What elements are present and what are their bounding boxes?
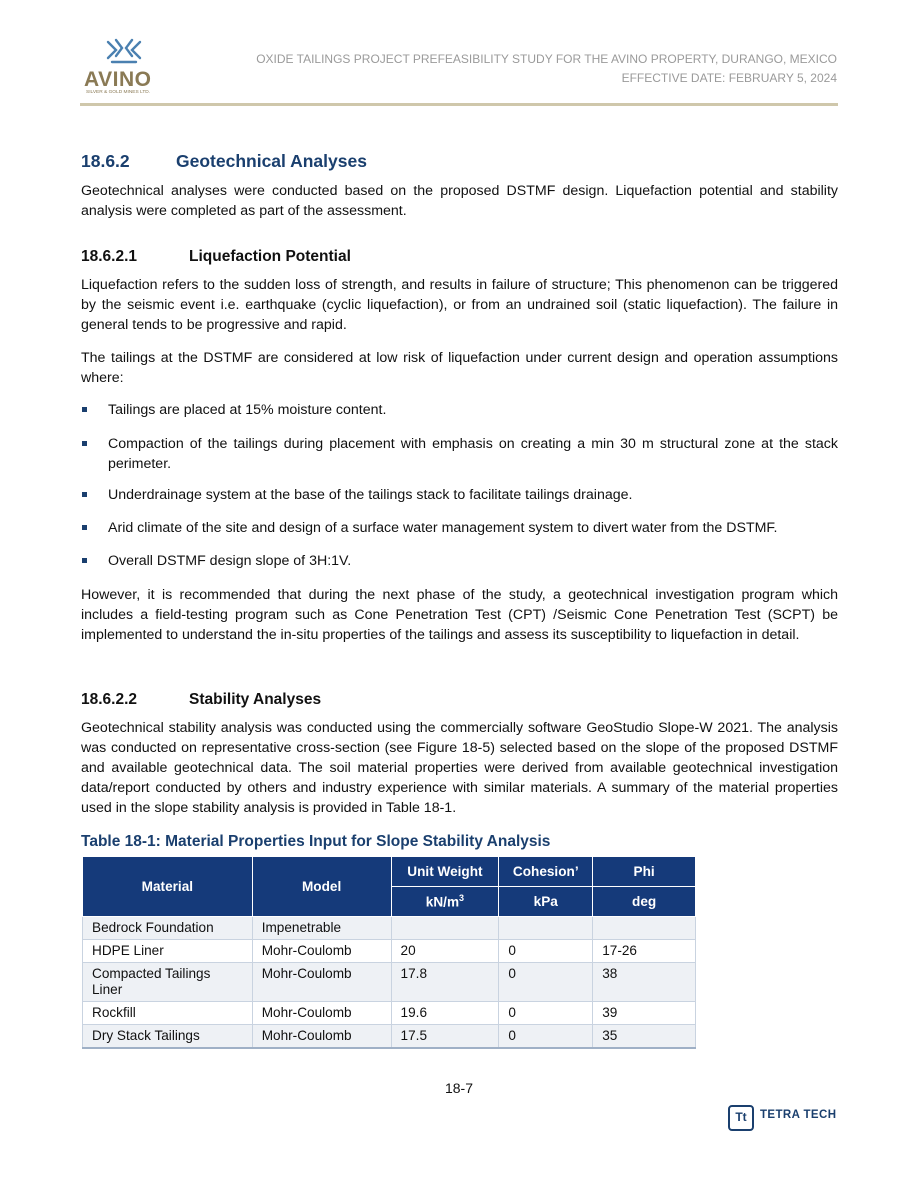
page-number: 18-7 (444, 1080, 474, 1096)
table-row (83, 940, 696, 963)
assumption-list (81, 400, 838, 580)
stability-title: Stability Analyses (189, 691, 322, 708)
document-title: OXIDE TAILINGS PROJECT PREFEASIBILITY STUDY FOR THE AVINO PROPERTY, DURANGO, MEXICO (256, 52, 837, 66)
liquefaction-para2: The tailings at the DSTMF are considered at low risk of liquefaction under current design and operation assumptions where: (81, 350, 838, 386)
cell-material: Bedrock Foundation (83, 917, 253, 940)
list-item: Tailings are placed at 15% moisture content. (81, 400, 838, 420)
cell-cohesion: 0 (499, 940, 593, 963)
section-heading (81, 151, 838, 172)
cell-material: Dry Stack Tailings (83, 1025, 253, 1049)
company-name: TETRA TECH (760, 1109, 837, 1121)
cell-phi: 35 (593, 1025, 696, 1049)
cell-cohesion: 0 (499, 1002, 593, 1025)
liquefaction-para1: Liquefaction refers to the sudden loss of strength, and results in failure of structure; This phenomenon can be triggered by the seismic event i.e. earthquake (cyclic liquefaction), or from an undrained soil (static liquefaction). The failure in general tends to be progressive and rapid. (81, 277, 838, 333)
bullet-icon (82, 525, 87, 530)
table-row (83, 1025, 696, 1049)
column-unit-phi: deg (593, 887, 696, 917)
bullet-icon (82, 407, 87, 412)
effective-date: EFFECTIVE DATE: FEBRUARY 5, 2024 (621, 71, 837, 85)
list-item: Compaction of the tailings during placement with emphasis on creating a min 30 m structural zone at the stack perimeter. (81, 434, 838, 474)
logo-subtitle: SILVER & GOLD MINES LTD. (86, 90, 151, 95)
column-header-model: Model (252, 857, 391, 917)
liquefaction-number: 18.6.2.1 (81, 248, 138, 265)
cell-phi: 17-26 (593, 940, 696, 963)
liquefaction-para3-block (81, 585, 838, 645)
bullet-icon (82, 492, 87, 497)
cell-material: Rockfill (83, 1002, 253, 1025)
cell-phi (593, 917, 696, 940)
stability-para-block (81, 718, 838, 818)
section-intro-block (81, 181, 838, 221)
cell-unit-weight: 17.5 (391, 1025, 499, 1049)
table-row (83, 917, 696, 940)
liquefaction-para2-block (81, 348, 838, 388)
cell-cohesion: 0 (499, 1025, 593, 1049)
table-row (83, 963, 696, 1002)
cell-unit-weight: 20 (391, 940, 499, 963)
liquefaction-para3: However, it is recommended that during the next phase of the study, a geotechnical investigation program which includes a field-testing program such as Cone Penetration Test (CPT) /Seismic Cone Penetration Test (SCPT) be implemented to understand the in-situ properties of the tailings and assess its susceptibility to liquefaction in detail. (81, 587, 838, 643)
bullet-icon (82, 441, 87, 446)
column-header-unit-weight: Unit Weight (391, 857, 499, 887)
list-item: Overall DSTMF design slope of 3H:1V. (81, 551, 838, 571)
section-number: 18.6.2 (81, 151, 130, 171)
cell-material: HDPE Liner (83, 940, 253, 963)
list-item: Underdrainage system at the base of the tailings stack to facilitate tailings drainage. (81, 485, 838, 505)
liquefaction-heading (81, 248, 838, 266)
column-unit-cohesion: kPa (499, 887, 593, 917)
cell-cohesion: 0 (499, 963, 593, 1002)
cell-model: Mohr-Coulomb (252, 940, 391, 963)
cell-phi: 38 (593, 963, 696, 1002)
section-title: Geotechnical Analyses (176, 151, 367, 171)
cell-unit-weight (391, 917, 499, 940)
cell-model: Mohr-Coulomb (252, 963, 391, 1002)
tetra-tech-logo-icon: Tt (728, 1105, 754, 1131)
stability-heading (81, 691, 838, 709)
stability-para: Geotechnical stability analysis was conducted using the commercially software GeoStudio Slope-W 2021. The analysis was conducted on representative cross-section (see Figure 18-5) selected based on the slope of the proposed DSTMF and available geotechnical data. The soil material properties were derived from available geotechnical investigation data/report conducted by others and industry experience with similar materials. A summary of the material properties used in the slope stability analysis is provided in Table 18-1. (81, 720, 838, 816)
cell-model: Mohr-Coulomb (252, 1025, 391, 1049)
table-caption: Table 18-1: Material Properties Input for Slope Stability Analysis (81, 833, 551, 850)
material-properties-table (82, 856, 696, 1049)
cell-unit-weight: 19.6 (391, 1002, 499, 1025)
logo-name: AVINO (84, 68, 152, 91)
cell-model: Mohr-Coulomb (252, 1002, 391, 1025)
bullet-icon (82, 558, 87, 563)
liquefaction-para1-block (81, 275, 838, 335)
column-unit-unit-weight: $kN/m^3$ (391, 887, 499, 917)
column-header-material: Material (83, 857, 253, 917)
list-item: Arid climate of the site and design of a surface water management system to divert water from the DSTMF. (81, 518, 838, 538)
table-row (83, 1002, 696, 1025)
section-intro: Geotechnical analyses were conducted based on the proposed DSTMF design. Liquefaction potential and stability analysis were completed as part of the assessment. (81, 183, 838, 219)
cell-phi: 39 (593, 1002, 696, 1025)
cell-cohesion (499, 917, 593, 940)
cell-model: Impenetrable (252, 917, 391, 940)
column-header-cohesion: Cohesion’ (499, 857, 593, 887)
cell-material: Compacted Tailings Liner (83, 963, 253, 1002)
liquefaction-title: Liquefaction Potential (189, 248, 351, 265)
header-rule (80, 103, 838, 106)
stability-number: 18.6.2.2 (81, 691, 138, 708)
column-header-phi: Phi (593, 857, 696, 887)
cell-unit-weight: 17.8 (391, 963, 499, 1002)
